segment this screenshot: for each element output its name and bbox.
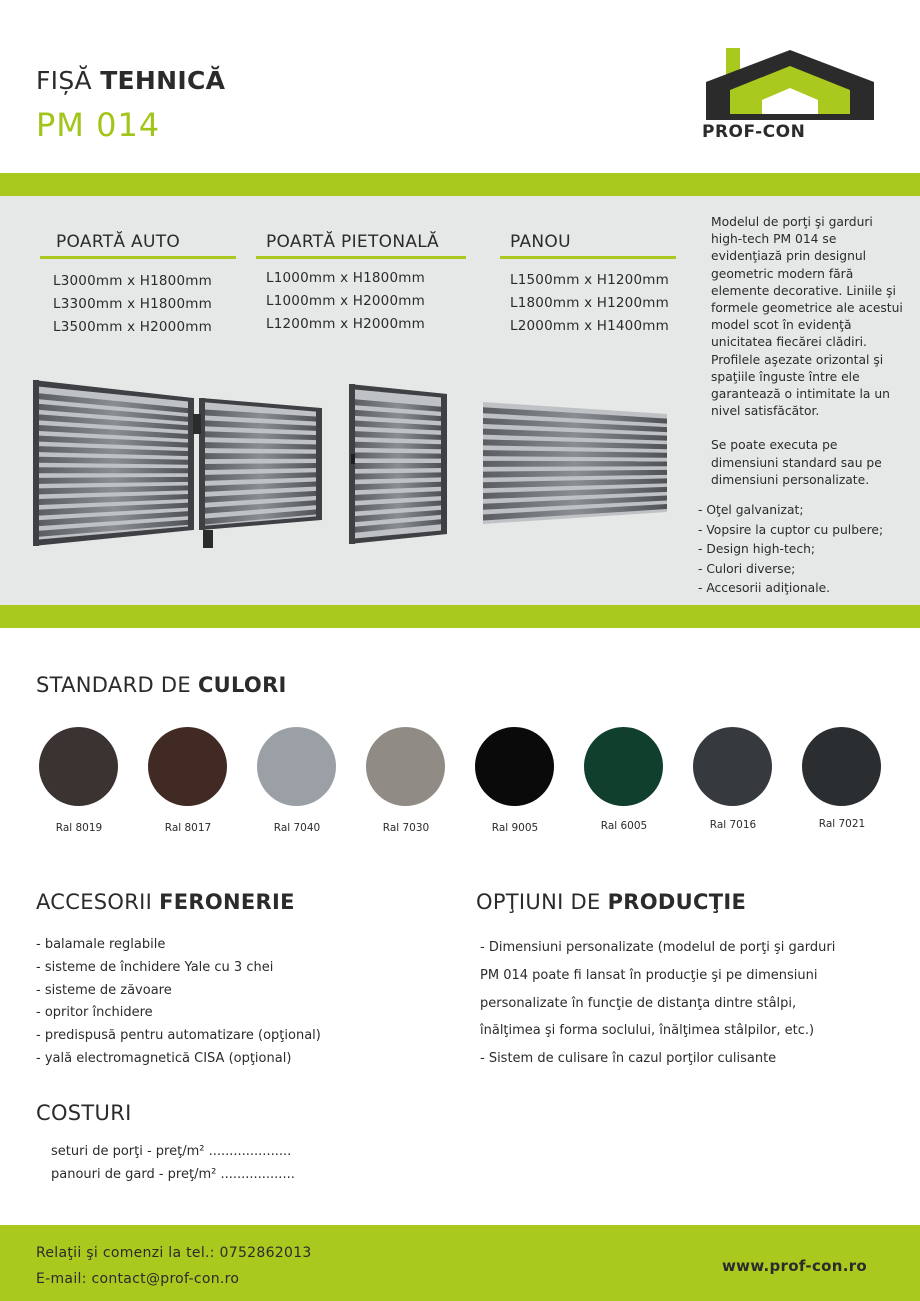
options-list — [480, 934, 890, 1073]
size-line: L3000mm x H1800mm — [53, 273, 212, 289]
panou-underline — [500, 256, 676, 259]
heading-bold: FERONERIE — [159, 890, 295, 914]
middle-green-bar — [0, 605, 920, 628]
heading-prefix: OPŢIUNI DE — [476, 890, 601, 914]
list-item: - yală electromagnetică CISA (opţional) — [36, 1050, 292, 1066]
description-paragraph: Modelul de porţi şi garduri high-tech PM 014 se evidenţiază prin designul geometric modern fără elemente decorative. Liniile şi formele geometrice ale acestui model scot în evidenţă unicitatea fiecărei clădiri. Profilele aşezate orizontal şi spaţiile înguste între ele garantează o intimitate la un nivel satisfăcător. — [711, 215, 903, 419]
color-swatch — [584, 727, 663, 806]
list-item: PM 014 poate fi lansat în producţie şi pe dimensiuni — [480, 967, 818, 983]
size-line: L1200mm x H2000mm — [266, 316, 425, 332]
color-swatch — [802, 727, 881, 806]
feature-list — [698, 501, 883, 599]
top-green-bar — [0, 173, 920, 196]
product-description — [711, 214, 906, 506]
feature-item: - Oţel galvanizat; — [698, 503, 804, 517]
options-heading — [476, 890, 746, 914]
heading-bold: PRODUCŢIE — [607, 890, 747, 914]
gate-pietonala-title: POARTĂ PIETONALĂ — [266, 232, 439, 252]
list-item: personalizate în funcţie de distanţa dintre stâlpi, — [480, 995, 797, 1011]
accessories-list — [36, 934, 321, 1071]
list-item: - Dimensiuni personalizate (modelul de porţi şi garduri — [480, 940, 836, 955]
footer-phone: Relaţii şi comenzi la tel.: 0752862013 — [36, 1245, 312, 1261]
gate-slat — [39, 467, 189, 473]
cost-line-gates: seturi de porţi - preţ/m² .................... — [51, 1144, 292, 1159]
panou-sizes — [510, 269, 669, 338]
swatch-label: Ral 8019 — [55, 822, 103, 834]
heading-bold: CULORI — [197, 673, 287, 697]
panou-title: PANOU — [510, 232, 571, 252]
cost-line-panels: panouri de gard - preţ/m² .................. — [51, 1167, 295, 1182]
gate-auto-image — [33, 380, 327, 550]
swatch-label: Ral 7040 — [273, 822, 321, 834]
costs-heading: COSTURI — [36, 1101, 132, 1125]
color-swatch — [475, 727, 554, 806]
heading-prefix: STANDARD DE — [36, 673, 191, 697]
list-item: înălţimea şi forma soclului, înălţimea stâlpilor, etc.) — [480, 1023, 815, 1039]
footer-email[interactable]: E-mail: contact@prof-con.ro — [36, 1271, 240, 1287]
list-item: - sisteme de zăvoare — [36, 982, 172, 998]
page-title — [36, 66, 225, 95]
accessories-heading — [36, 890, 295, 914]
title-bold: TEHNICĂ — [100, 66, 226, 95]
description-paragraph: Se poate executa pe dimensiuni standard sau pe dimensiuni personalizate. — [711, 438, 882, 487]
gate-pietonala-underline — [256, 256, 466, 259]
color-swatch — [148, 727, 227, 806]
gate-auto-underline — [40, 256, 236, 259]
size-line: L1000mm x H2000mm — [266, 293, 425, 309]
color-swatch — [39, 727, 118, 806]
feature-item: - Accesorii adiţionale. — [698, 581, 831, 595]
list-item: - Sistem de culisare în cazul porţilor culisante — [480, 1051, 777, 1067]
gate-pietonala-sizes — [266, 267, 425, 336]
colors-heading — [36, 673, 287, 697]
swatch-label: Ral 6005 — [600, 820, 648, 832]
model-code: PM 014 — [36, 106, 161, 144]
gate-pietonala-image — [349, 384, 449, 544]
swatch-label: Ral 8017 — [164, 822, 212, 834]
logo-text: PROF-CON — [702, 122, 806, 142]
feature-item: - Culori diverse; — [698, 561, 796, 576]
list-item: - sisteme de închidere Yale cu 3 chei — [36, 959, 274, 975]
feature-item: - Design high-tech; — [698, 542, 816, 556]
gate-auto-title: POARTĂ AUTO — [56, 232, 181, 252]
color-swatch — [366, 727, 445, 806]
swatch-label: Ral 9005 — [491, 822, 539, 834]
list-item: - predispusă pentru automatizare (opţional) — [36, 1028, 321, 1044]
color-swatch — [693, 727, 772, 806]
list-item: - balamale reglabile — [36, 937, 166, 952]
size-line: L3500mm x H2000mm — [53, 319, 212, 335]
title-prefix: FIȘĂ — [36, 66, 92, 95]
size-line: L1500mm x H1200mm — [510, 272, 669, 288]
panel-slat — [483, 461, 667, 467]
panou-image — [483, 402, 669, 526]
swatch-label: Ral 7016 — [709, 819, 757, 831]
heading-prefix: ACCESORII — [36, 890, 153, 914]
gate-auto-sizes — [53, 270, 212, 339]
size-line: L2000mm x H1400mm — [510, 318, 669, 334]
size-line: L3300mm x H1800mm — [53, 296, 212, 312]
gate-slat — [355, 463, 441, 469]
feature-item: - Vopsire la cuptor cu pulbere; — [698, 522, 884, 537]
size-line: L1800mm x H1200mm — [510, 295, 669, 311]
size-line: L1000mm x H1800mm — [266, 270, 425, 286]
footer-website[interactable]: www.prof-con.ro — [722, 1257, 868, 1275]
swatch-label: Ral 7021 — [818, 818, 866, 830]
gate-slat — [205, 453, 317, 459]
list-item: - opritor închidere — [36, 1005, 153, 1021]
swatch-label: Ral 7030 — [382, 822, 430, 834]
color-swatch — [257, 727, 336, 806]
